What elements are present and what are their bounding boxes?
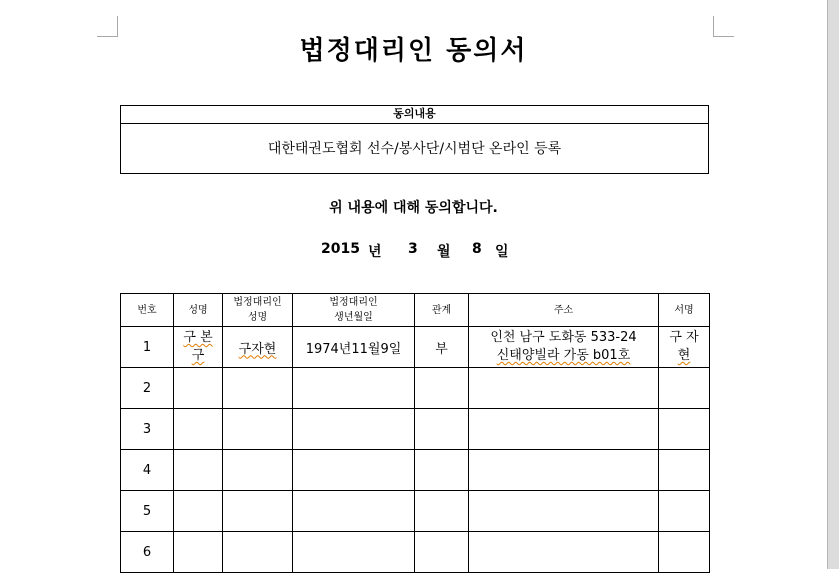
- header-address: 주소: [469, 294, 659, 327]
- relation[interactable]: [415, 368, 469, 409]
- header-signature: 서명: [659, 294, 710, 327]
- agreement-text: 위 내용에 대해 동의합니다.: [329, 200, 498, 216]
- date-month-unit: 월: [437, 244, 451, 260]
- guardian-birth[interactable]: [293, 491, 415, 532]
- guardian-name[interactable]: [223, 409, 293, 450]
- address[interactable]: [469, 532, 659, 573]
- table-row: [121, 327, 710, 368]
- row-number: 4: [121, 450, 174, 491]
- table-row: [121, 409, 710, 450]
- header-guardian-name: [223, 294, 293, 327]
- document-title: 법정대리인 동의서: [299, 36, 528, 66]
- consent-box: [120, 105, 709, 174]
- guardian-birth[interactable]: 1974년11월9일: [293, 327, 415, 368]
- student-name[interactable]: [174, 368, 223, 409]
- row-number: 1: [121, 327, 174, 368]
- address-line2: 신태양빌라 가동 b01호: [496, 348, 631, 363]
- guardian-name[interactable]: [223, 491, 293, 532]
- guardian-name[interactable]: [223, 450, 293, 491]
- relation[interactable]: [415, 409, 469, 450]
- header-guardian-birth-line2: 생년월일: [334, 312, 373, 323]
- table-row: [121, 368, 710, 409]
- guardian-name[interactable]: [223, 532, 293, 573]
- relation[interactable]: [415, 491, 469, 532]
- table-row: [121, 491, 710, 532]
- date-day: 8: [472, 241, 482, 257]
- date-day-unit: 일: [495, 244, 509, 260]
- address[interactable]: [469, 491, 659, 532]
- address[interactable]: [469, 368, 659, 409]
- header-guardian-birth-line1: 법정대리인: [329, 297, 378, 308]
- relation[interactable]: [415, 532, 469, 573]
- student-name[interactable]: [174, 450, 223, 491]
- signature-line2: 현: [677, 348, 691, 363]
- signature-line1: 구 자: [669, 330, 699, 345]
- guardian-table: [120, 293, 710, 573]
- table-header-row: [121, 294, 710, 327]
- student-name[interactable]: [174, 532, 223, 573]
- consent-content: 대한태권도협회 선수/봉사단/시범단 온라인 등록: [267, 141, 562, 157]
- date-year: 2015: [321, 241, 360, 257]
- student-name-line2: 구: [191, 348, 205, 363]
- row-number: 3: [121, 409, 174, 450]
- row-number: 6: [121, 532, 174, 573]
- student-name[interactable]: [174, 327, 223, 368]
- signature[interactable]: [659, 532, 710, 573]
- window-edge: [827, 0, 839, 569]
- guardian-birth[interactable]: [293, 368, 415, 409]
- header-guardian-name-line1: 법정대리인: [233, 297, 282, 308]
- date-year-unit: 년: [368, 244, 382, 260]
- address[interactable]: [469, 327, 659, 368]
- signature[interactable]: [659, 450, 710, 491]
- guardian-birth[interactable]: [293, 409, 415, 450]
- relation[interactable]: 부: [415, 327, 469, 368]
- header-guardian-birth: [293, 294, 415, 327]
- consent-heading: 동의내용: [121, 106, 708, 124]
- student-name[interactable]: [174, 491, 223, 532]
- header-name: 성명: [174, 294, 223, 327]
- date-month: 3: [408, 241, 418, 257]
- guardian-name[interactable]: [223, 327, 293, 368]
- address[interactable]: [469, 450, 659, 491]
- guardian-birth[interactable]: [293, 532, 415, 573]
- table-row: [121, 532, 710, 573]
- signature[interactable]: [659, 491, 710, 532]
- address[interactable]: [469, 409, 659, 450]
- signature[interactable]: [659, 368, 710, 409]
- relation[interactable]: [415, 450, 469, 491]
- row-number: 5: [121, 491, 174, 532]
- guardian-name-text: 구자현: [238, 341, 277, 357]
- table-row: [121, 450, 710, 491]
- guardian-birth[interactable]: [293, 450, 415, 491]
- header-relation: 관계: [415, 294, 469, 327]
- signature[interactable]: [659, 327, 710, 368]
- guardian-name[interactable]: [223, 368, 293, 409]
- row-number: 2: [121, 368, 174, 409]
- header-guardian-name-line2: 성명: [247, 312, 268, 323]
- header-number: 번호: [121, 294, 174, 327]
- address-line1: 인천 남구 도화동 533-24: [490, 330, 637, 345]
- signature[interactable]: [659, 409, 710, 450]
- student-name-line1: 구 본: [183, 330, 213, 345]
- student-name[interactable]: [174, 409, 223, 450]
